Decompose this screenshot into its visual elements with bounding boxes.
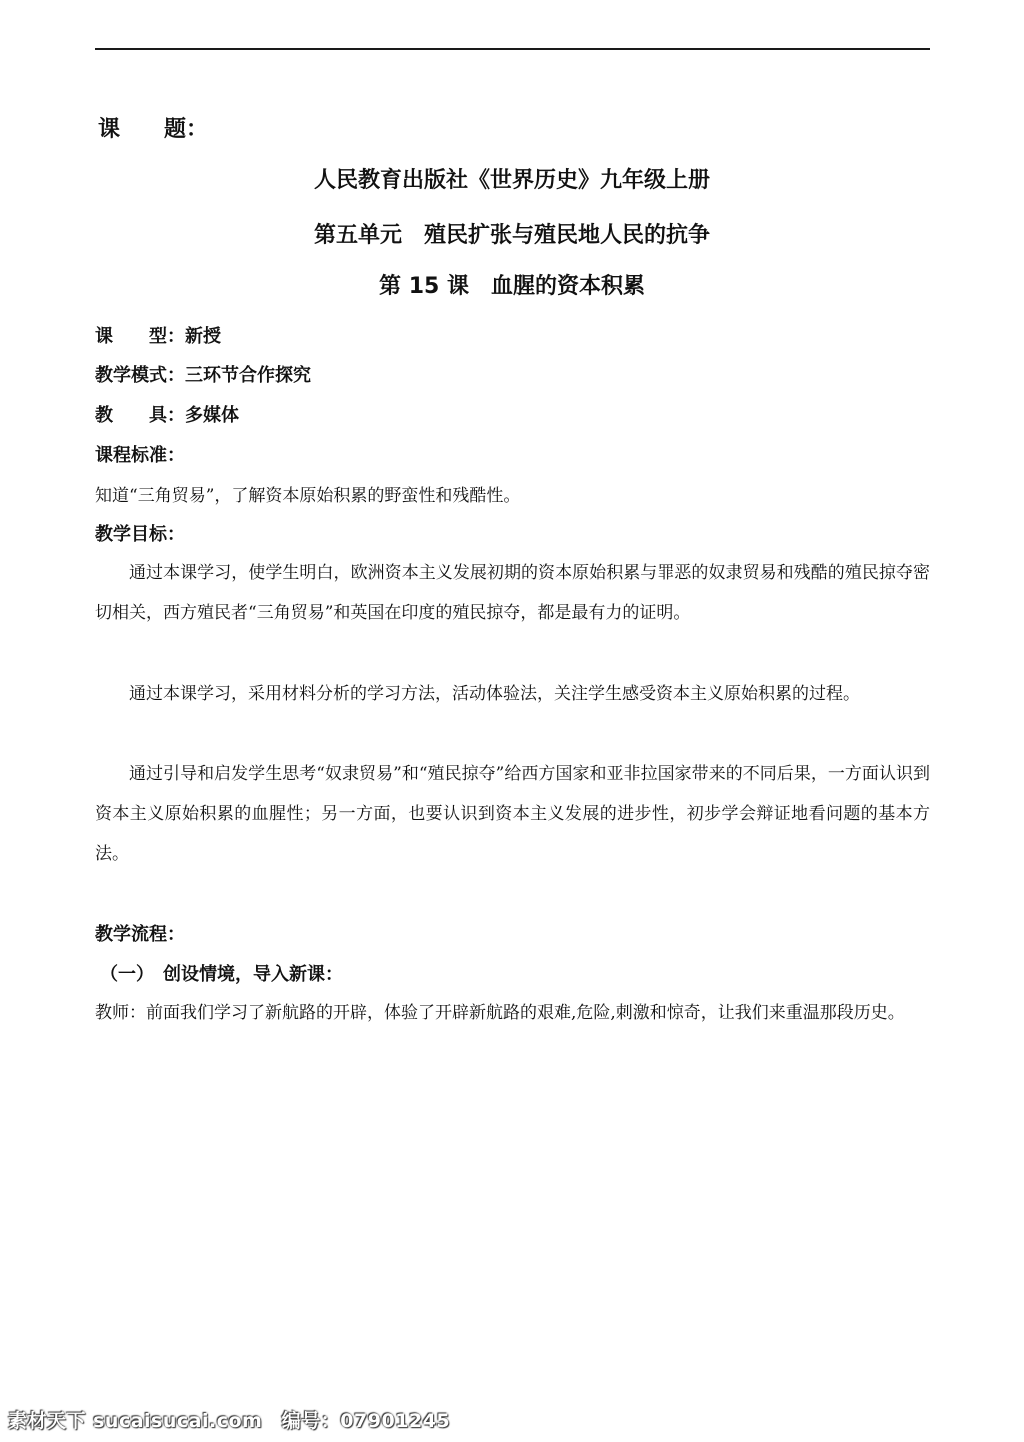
curriculum-standard-label: 课程标准： [95, 445, 185, 466]
objective-paragraph-1: 通过本课学习，使学生明白，欧洲资本主义发展初期的资本原始积累与罪恶的奴隶贸易和残酷的殖民掠夺密切相关，西方殖民者“三角贸易”和英国在印度的殖民掠夺，都是最有力的证明。 [95, 563, 930, 623]
header-rule [95, 48, 930, 50]
teaching-mode: 教学模式：三环节合作探究 [95, 365, 311, 386]
teaching-process-label: 教学流程： [95, 924, 185, 945]
unit-title: 第五单元 殖民扩张与殖民地人民的抗争 [313, 223, 710, 248]
lesson-title: 第 15 课 血腥的资本积累 [379, 274, 645, 299]
step-one-heading: （一） 创设情境，导入新课： [100, 964, 343, 985]
watermark-text: 素材天下 sucaisucai.com 编号：07901245 [8, 1410, 451, 1432]
objective-paragraph-2: 通过本课学习，采用材料分析的学习方法，活动体验法，关注学生感受资本主义原始积累的过程。 [129, 684, 860, 704]
lesson-type: 课 型：新授 [95, 326, 221, 347]
curriculum-standard-text: 知道“三角贸易”，了解资本原始积累的野蛮性和残酷性。 [95, 486, 521, 506]
objective-paragraph-3: 通过引导和启发学生思考“奴隶贸易”和“殖民掠夺”给西方国家和亚非拉国家带来的不同后果，一方面认识到资本主义原始积累的血腥性；另一方面，也要认识到资本主义发展的进步性，初步学会辩证地看问题的基本方法。 [95, 764, 930, 864]
teaching-objectives-label: 教学目标： [95, 524, 185, 545]
document-title: 人民教育出版社《世界历史》九年级上册 [313, 168, 710, 193]
topic-label: 课 题： [98, 117, 209, 142]
teaching-tools: 教 具：多媒体 [95, 405, 239, 426]
teacher-intro-paragraph: 教师：前面我们学习了新航路的开辟，体验了开辟新航路的艰难,危险,刺激和惊奇，让我们来重温那段历史。 [95, 1003, 905, 1023]
